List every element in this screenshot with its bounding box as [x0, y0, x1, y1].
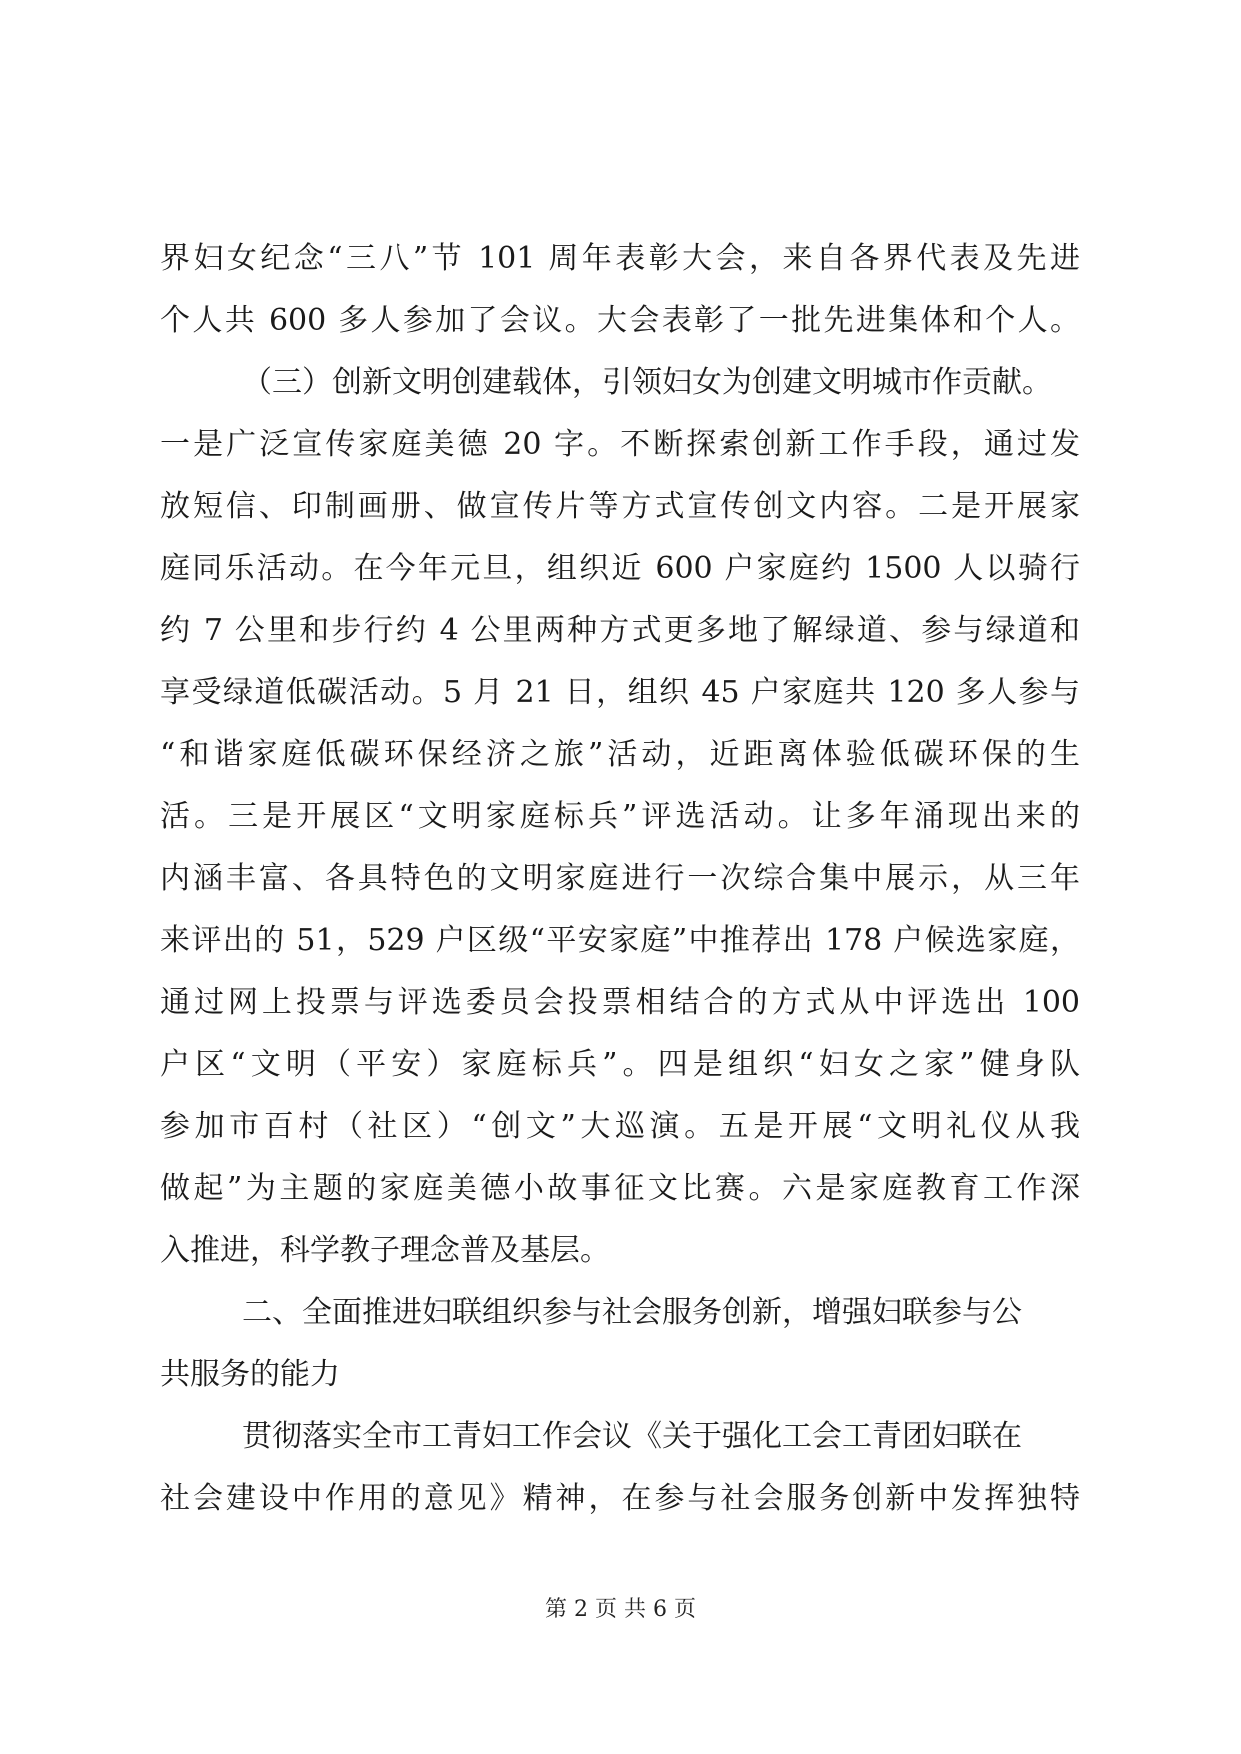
- section-heading-line: 二、全面推进妇联组织参与社会服务创新，增强妇联参与公: [242, 1295, 1022, 1330]
- text-line: 参加市百村（社区）“创文”大巡演。五是开展“文明礼仪从我: [160, 1109, 1080, 1144]
- section-heading-line: 共服务的能力: [160, 1357, 340, 1392]
- text-line: 内涵丰富、各具特色的文明家庭进行一次综合集中展示，从三年: [160, 861, 1080, 896]
- text-line: 活。三是开展区“文明家庭标兵”评选活动。让多年涌现出来的: [160, 799, 1080, 834]
- page-number-footer: 第 2 页 共 6 页: [545, 1597, 696, 1622]
- paragraph-start-line: 贯彻落实全市工青妇工作会议《关于强化工会工青团妇联在: [242, 1419, 1022, 1454]
- text-line: 放短信、印制画册、做宣传片等方式宣传创文内容。二是开展家: [160, 489, 1080, 524]
- text-line: 庭同乐活动。在今年元旦，组织近 600 户家庭约 1500 人以骑行: [160, 551, 1080, 586]
- section-heading-line: （三）创新文明创建载体，引领妇女为创建文明城市作贡献。: [242, 365, 1052, 400]
- text-line: 做起”为主题的家庭美德小故事征文比赛。六是家庭教育工作深: [160, 1171, 1080, 1206]
- text-line: 约 7 公里和步行约 4 公里两种方式更多地了解绿道、参与绿道和: [160, 613, 1080, 648]
- text-line: 来评出的 51，529 户区级“平安家庭”中推荐出 178 户候选家庭，: [160, 923, 1080, 958]
- text-line: 通过网上投票与评选委员会投票相结合的方式从中评选出 100: [160, 985, 1080, 1020]
- text-line: “和谐家庭低碳环保经济之旅”活动，近距离体验低碳环保的生: [160, 737, 1080, 772]
- text-line: 社会建设中作用的意见》精神，在参与社会服务创新中发挥独特: [160, 1481, 1080, 1516]
- text-line: 个人共 600 多人参加了会议。大会表彰了一批先进集体和个人。: [160, 303, 1080, 338]
- text-line: 入推进，科学教子理念普及基层。: [160, 1233, 610, 1268]
- text-line: 界妇女纪念“三八”节 101 周年表彰大会，来自各界代表及先进: [160, 241, 1080, 276]
- text-line: 一是广泛宣传家庭美德 20 字。不断探索创新工作手段，通过发: [160, 427, 1080, 462]
- text-line: 享受绿道低碳活动。5 月 21 日，组织 45 户家庭共 120 多人参与: [160, 675, 1080, 710]
- document-body: [160, 228, 1080, 1530]
- text-line: 户区“文明（平安）家庭标兵”。四是组织“妇女之家”健身队: [160, 1047, 1080, 1082]
